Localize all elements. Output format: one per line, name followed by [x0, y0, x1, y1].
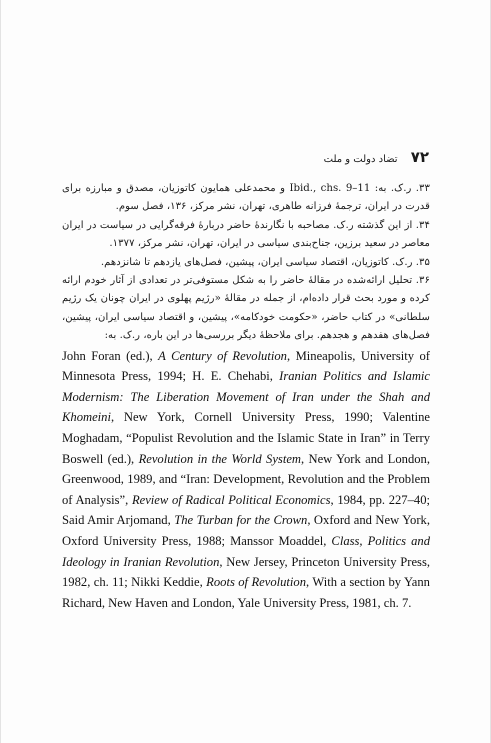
ref-title-1: A Century of Revolution — [158, 348, 287, 363]
ref-title-3: Revolution in the World System — [138, 451, 301, 466]
ref-text-1: John Foran (ed.), — [62, 348, 159, 363]
page-header — [311, 147, 429, 167]
footnotes — [62, 180, 430, 613]
ref-title-7: Roots of Revolution — [206, 575, 306, 590]
running-title: تضاد دولت و ملت — [323, 154, 398, 165]
english-references — [62, 346, 430, 614]
ref-text-6: , Oxford and New York, Oxford University Press, 1988; Manssor Moaddel, — [62, 513, 430, 548]
footnote-36: ۳۶. تحلیل ارائه‌شده در مقالهٔ حاضر را به شکل مستوفی‌تر در تعدادی از آثار خودم ارائه کرده و مورد بحث قرار داده‌ام، از جمله در مقالهٔ «رژیم پهلوی در ایران چونان یک رژیم سلطانی» در کتاب حاضر، «حکومت خودکامه»، پیشین، و اقتصاد سیاسی ایران، پیشین، فصل‌های هفدهم و هجدهم. برای ملاحظهٔ دیگر بررسی‌ها در این باره، ر.ک. به: — [62, 275, 430, 342]
ref-title-5: The Turban for the Crown — [174, 513, 308, 528]
ref-text-4: , New York and London, Greenwood, 1989, and “Iran: Development, Revolution and the Problem of Analysis”, — [62, 451, 430, 507]
footnote-35: ۳۵. ر.ک. کاتوزیان، اقتصاد سیاسی ایران، پیشین، فصل‌های یازدهم تا شانزدهم. — [100, 256, 430, 268]
ref-text-3: , New York, Cornell University Press, 1990; Valentine Moghadam, “Populist Revolution and the Islamic State in Iran” in Terry Boswell (ed.), — [62, 410, 430, 466]
footnote-34: ۳۴. از این گذشته ر.ک. مصاحبه با نگارندهٔ حاضر دربارهٔ فرقه‌گرایی در سیاست در ایران معاصر در سعید برزین، جناح‌بندی سیاسی در ایران، تهران، نشر مرکز، ۱۳۷۷. — [62, 219, 430, 250]
ref-text-7: , New Jersey, Princeton University Press, 1982, ch. 11; Nikki Keddie, — [62, 554, 430, 590]
ref-title-2: Iranian Politics and Islamic Modernism: The Liberation Movement of Iran under the Shah and Khomeini — [62, 369, 431, 425]
page-number: ۷۲ — [410, 148, 429, 166]
ref-text-2: , Mineapolis, University of Minnesota Press, 1994; H. E. Chehabi, — [62, 348, 430, 384]
ref-title-4: Review of Radical Political Economics — [131, 492, 331, 507]
footnote-33: ۳۳. ر.ک. به: Ibid., chs. 9–11 و محمدعلی همایون کاتوزیان، مصدق و مبارزه برای قدرت در ایران، ترجمهٔ فرزانه طاهری، تهران، نشر مرکز، ۱۳۶، فصل سوم. — [62, 183, 430, 213]
ref-text-5: , 1984, pp. 227–40; Said Amir Arjomand, — [62, 492, 430, 528]
ref-title-6: Class, Politics and Ideology in Iranian Revolution — [62, 534, 430, 569]
ref-text-8: , With a section by Yann Richard, New Haven and London, Yale University Press, 1981, ch. 7. — [62, 575, 430, 610]
